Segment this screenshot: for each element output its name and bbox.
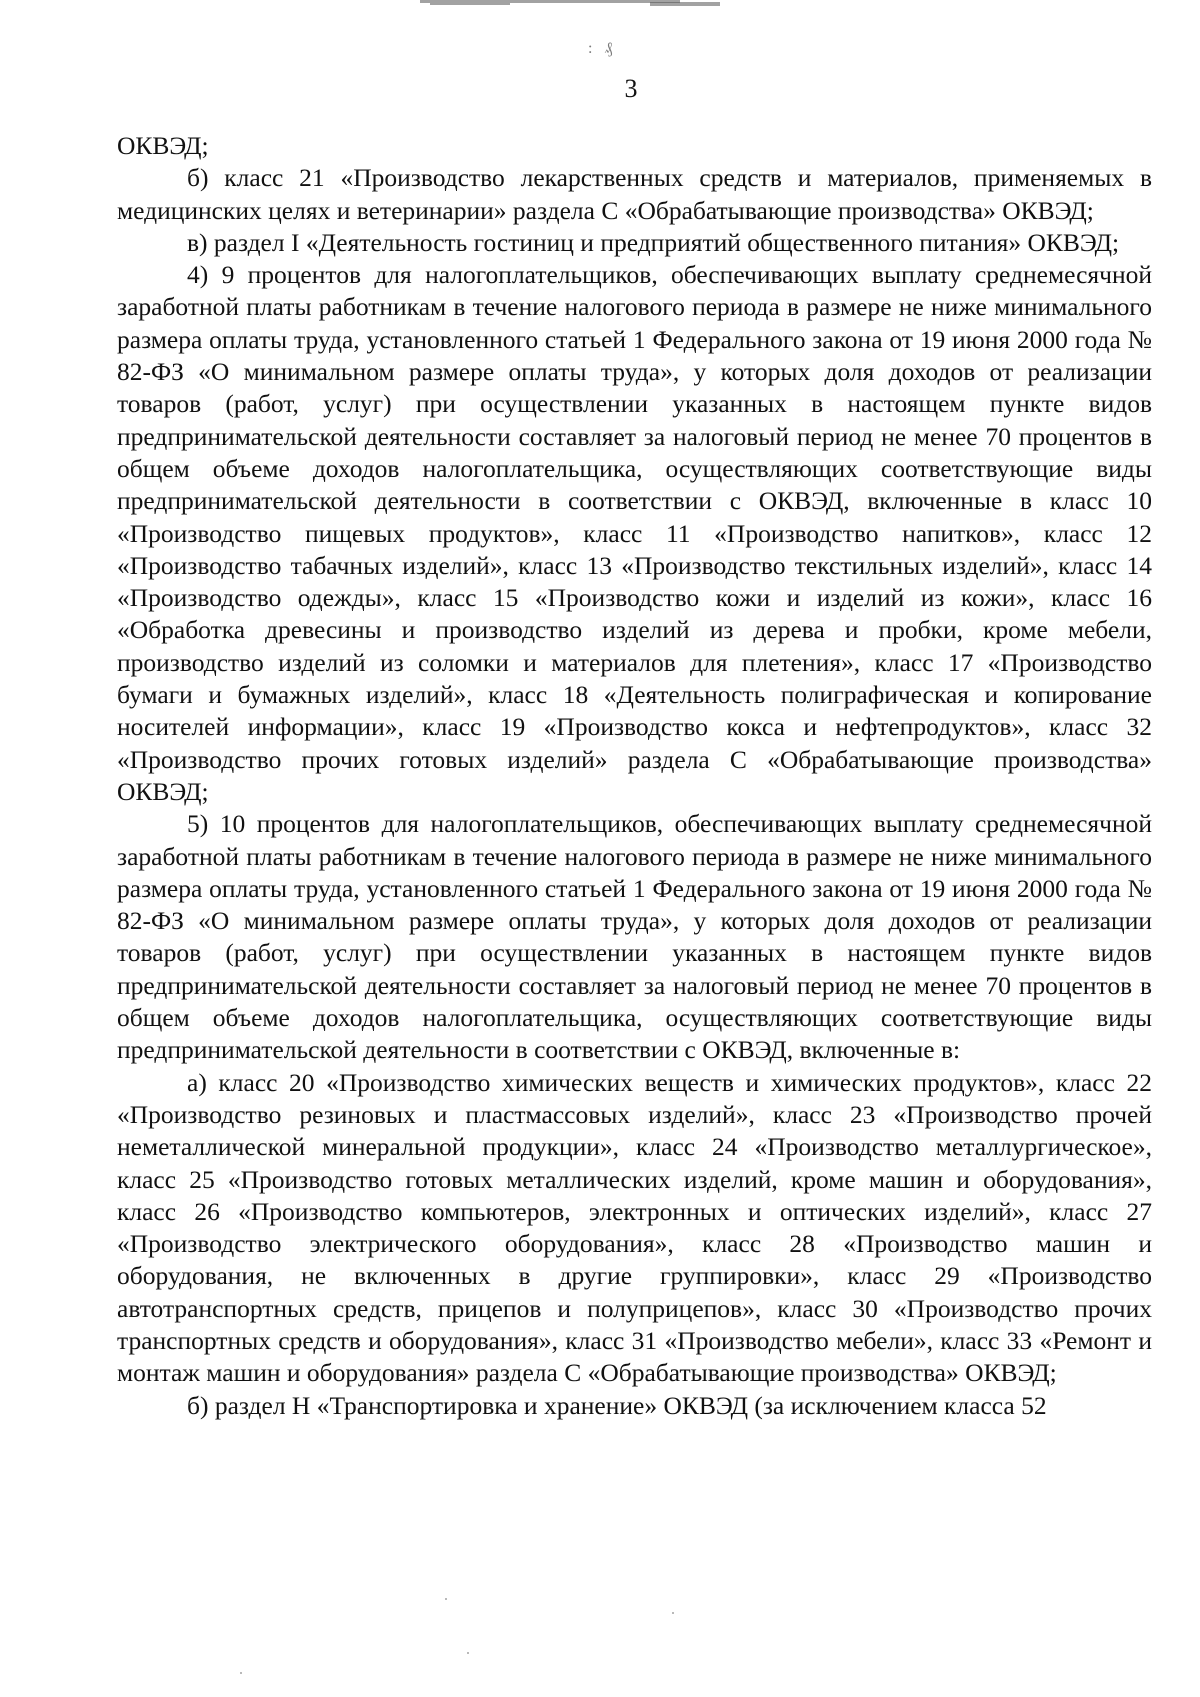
scan-speck xyxy=(445,1598,447,1600)
paragraph: 4) 9 процентов для налогоплательщиков, обеспечивающих выплату среднемесячной заработной платы работникам в течение налогового периода в размере не ниже минимального размера оплаты труда, установленного статьей 1 Федерального закона от 19 июня 2000 года № 82-ФЗ «О минимальном размере оплаты труда», у которых доля доходов от реализации товаров (работ, услуг) при осуществлении указанных в настоящем пункте видов предпринимательской деятельности составляет за налоговый период не менее 70 процентов в общем объеме доходов налогоплательщика, осуществляющих соответствующие виды предпринимательской деятельности в соответствии с ОКВЭД, включенные в класс 10 «Производство пищевых продуктов», класс 11 «Производство напитков», класс 12 «Производство табачных изделий», класс 13 «Производство текстильных изделий», класс 14 «Производство одежды», класс 15 «Производство кожи и изделий из кожи», класс 16 «Обработка древесины и производство изделий из дерева и пробки, кроме мебели, производство изделий из соломки и материалов для плетения», класс 17 «Производство бумаги и бумажных изделий», класс 18 «Деятельность полиграфическая и копирование носителей информации», класс 19 «Производство кокса и нефтепродуктов», класс 32 «Производство прочих готовых изделий» раздела С «Обрабатывающие производства» ОКВЭД; xyxy=(117,260,1152,806)
paragraph: б) раздел Н «Транспортировка и хранение» ОКВЭД (за исключением класса 52 xyxy=(187,1390,1047,1420)
paragraph: в) раздел I «Деятельность гостиниц и предприятий общественного питания» ОКВЭД; xyxy=(187,227,1120,257)
scan-speck xyxy=(467,1652,469,1654)
paragraph: б) класс 21 «Производство лекарственных средств и материалов, применяемых в медицинских целях и ветеринарии» раздела С «Обрабатывающие производства» ОКВЭД; xyxy=(117,163,1152,225)
scan-speck xyxy=(240,1672,242,1674)
scan-artifact-top xyxy=(420,0,730,8)
body-text xyxy=(117,130,1152,1422)
page-number: 3 xyxy=(624,74,638,103)
scan-speck xyxy=(672,1612,674,1614)
scan-mark: : ₰ xyxy=(588,40,617,57)
paragraph: ОКВЭД; xyxy=(117,131,209,160)
paragraph: 5) 10 процентов для налогоплательщиков, обеспечивающих выплату среднемесячной заработной платы работникам в течение налогового периода в размере не ниже минимального размера оплаты труда, установленного статьей 1 Федерального закона от 19 июня 2000 года № 82-ФЗ «О минимальном размере оплаты труда», у которых доля доходов от реализации товаров (работ, услуг) при осуществлении указанных в настоящем пункте видов предпринимательской деятельности составляет за налоговый период не менее 70 процентов в общем объеме доходов налогоплательщика, осуществляющих соответствующие виды предпринимательской деятельности в соответствии с ОКВЭД, включенные в: xyxy=(117,809,1152,1065)
paragraph: а) класс 20 «Производство химических веществ и химических продуктов», класс 22 «Производство резиновых и пластмассовых изделий», класс 23 «Производство прочей неметаллической минеральной продукции», класс 24 «Производство металлургическое», класс 25 «Производство готовых металлических изделий, кроме машин и оборудования», класс 26 «Производство компьютеров, электронных и оптических изделий», класс 27 «Производство электрического оборудования», класс 28 «Производство машин и оборудования, не включенных в другие группировки», класс 29 «Производство автотранспортных средств, прицепов и полуприцепов», класс 30 «Производство прочих транспортных средств и оборудования», класс 31 «Производство мебели», класс 33 «Ремонт и монтаж машин и оборудования» раздела С «Обрабатывающие производства» ОКВЭД; xyxy=(117,1067,1152,1388)
